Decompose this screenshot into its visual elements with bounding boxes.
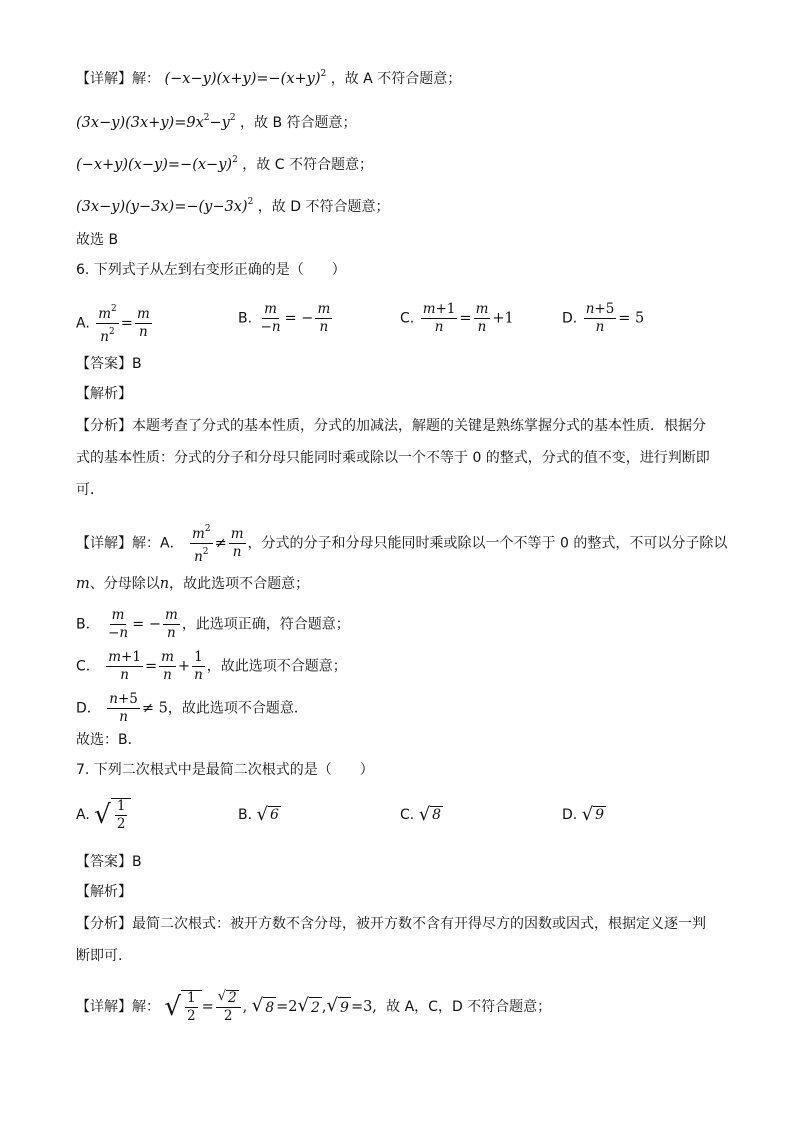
math-expression: $(-x+y)(x-y)=-(x-y)^2$ xyxy=(76,155,238,173)
q7-analysis-line-1: 【分析】最简二次根式：被开方数不含分母，被开方数不含有开得尽方的因数或因式，根据定义逐一判 xyxy=(76,916,706,932)
detail-text: ，故 C 不符合题意； xyxy=(242,157,373,173)
math-expression: $(3x-y)(3x+y)=9x^2-y^2$ xyxy=(76,113,236,131)
q6-analysis-line-3: 可． xyxy=(76,482,104,498)
detail-text: ，故 B 符合题意； xyxy=(240,115,357,131)
square-root: √ 2 xyxy=(297,994,320,1016)
square-root: √ 6 xyxy=(256,804,279,825)
q7-option-b xyxy=(238,806,281,824)
q7-option-a xyxy=(76,798,131,832)
fraction: $\frac{m+1}{n}$ xyxy=(422,301,456,335)
q6-detail-b: B． $\frac{m}{-n}$ = − $\frac{m}{n}$ ，此选项正确，符合题意； xyxy=(76,607,350,641)
fraction: $\frac{m}{n}$ xyxy=(136,306,150,340)
math-expression: $(-x-y)(x+y)=-(x+y)^2$ xyxy=(164,69,327,87)
q7-detail: 【详解】解： √ $\frac{1}{2}$ = √ 2 2 , √ 8 =2 √ 2 , √ 9 =3, 故 A，C，D 不符合题意； xyxy=(76,989,552,1024)
question-7-stem: 7. 下列二次根式中是最简二次根式的是（ ） xyxy=(76,762,374,778)
q6-detail-d: D． $\frac{n+5}{n}$ ≠ 5，故此选项不合题意． xyxy=(76,691,308,725)
radicand: 8 xyxy=(432,807,442,823)
option-letter: C. xyxy=(400,807,415,823)
fraction: $\frac{m}{-n}$ xyxy=(108,607,129,641)
fraction: $\frac{m}{n}$ xyxy=(475,301,489,335)
option-letter: D. xyxy=(562,310,578,327)
detail-text: ，此选项正确，符合题意； xyxy=(181,616,350,633)
math-expression: $(3x-y)(y-3x)=-(y-3x)^2$ xyxy=(76,197,254,215)
option-letter: B. xyxy=(238,310,253,327)
q6-analysis-label: 【解析】 xyxy=(76,386,132,402)
q6-option-d: D. $\frac{n+5}{n}$ = 5 xyxy=(562,301,645,335)
prev-detail-line-b xyxy=(76,108,357,133)
answer-label: 【答案】 xyxy=(76,854,132,870)
option-letter: D． xyxy=(76,700,101,717)
q6-answer xyxy=(76,354,142,374)
fraction: $\frac{m^2}{n^2}$ xyxy=(192,524,211,565)
q7-analysis-label: 【解析】 xyxy=(76,884,132,900)
fraction: $\frac{m}{n}$ xyxy=(230,526,244,560)
q6-detail-a: 【详解】解：A． $\frac{m^2}{n^2}$ ≠ $\frac{m}{n}$ ，分式的分子和分母只能同时乘或除以一个不等于 0 的整式，不可以分子除以 xyxy=(76,524,728,565)
detail-text: 故 A，C，D 不符合题意； xyxy=(386,999,552,1015)
q7-option-d xyxy=(562,806,606,824)
variable-m: m xyxy=(76,576,90,592)
option-letter: C. xyxy=(400,310,415,327)
square-root: √ 8 xyxy=(251,994,275,1016)
q6-detail-c: C． $\frac{m+1}{n}$ = $\frac{m}{n}$ + $\frac{1}{n}$ ，故此选项不合题意； xyxy=(76,649,347,683)
fraction: $\frac{m+1}{n}$ xyxy=(108,649,141,683)
q6-detail-a-line-2 xyxy=(76,574,309,594)
prev-detail-line-d xyxy=(76,192,389,217)
detail-text: ，故此选项不合题意． xyxy=(167,700,308,717)
option-letter: C． xyxy=(76,658,100,675)
fraction: $\frac{m}{n}$ xyxy=(317,301,331,335)
square-root: √ 9 xyxy=(326,994,349,1016)
fraction: $\frac{m}{n}$ xyxy=(161,649,174,683)
answer-label: 【答案】 xyxy=(76,356,132,372)
prev-conclusion: 故选 B xyxy=(76,232,119,248)
option-letter: B． xyxy=(76,616,100,633)
square-root: √ 8 xyxy=(418,804,442,825)
q7-answer xyxy=(76,852,142,872)
fraction: $\frac{m^2}{n^2}$ xyxy=(98,304,117,345)
q7-analysis-line-2: 断即可. xyxy=(76,948,123,964)
option-letter: D. xyxy=(562,807,578,823)
detail-text: ，故此选项不合题意； xyxy=(206,658,347,675)
question-6-stem: 6. 下列式子从左到右变形正确的是（ ） xyxy=(76,262,346,278)
fraction: $\frac{1}{n}$ xyxy=(194,649,203,683)
fraction: $\frac{m}{-n}$ xyxy=(260,301,281,335)
square-root: √ $\frac{1}{2}$ xyxy=(164,990,201,1024)
q6-analysis-line-1: 【分析】本题考查了分式的基本性质，分式的加减法，解题的关键是熟练掌握分式的基本性质．根据分 xyxy=(76,418,706,434)
detail-label: 【详解】解：A． xyxy=(76,535,184,552)
detail-text: ，分式的分子和分母只能同时乘或除以一个不等于 0 的整式，不可以分子除以 xyxy=(247,535,728,552)
radicand: 9 xyxy=(595,807,605,823)
prev-detail-line-a xyxy=(76,64,461,89)
q6-conclusion: 故选：B． xyxy=(76,732,142,748)
answer-value: B xyxy=(132,356,142,372)
radicand: 6 xyxy=(270,807,279,823)
detail-text: ，故 A 不符合题意； xyxy=(330,71,462,87)
variable-n: n xyxy=(159,576,170,592)
square-root: √ $\frac{1}{2}$ xyxy=(94,798,131,832)
answer-value: B xyxy=(132,854,142,870)
option-letter: A. xyxy=(76,315,90,332)
detail-text: 、分母除以 xyxy=(89,576,160,592)
detail-text: ，故此选项不合题意； xyxy=(169,576,310,592)
square-root: √ 9 xyxy=(581,804,605,825)
q6-option-b: B. $\frac{m}{-n}$ = − $\frac{m}{n}$ xyxy=(238,301,331,335)
option-letter: A. xyxy=(76,807,90,823)
fraction: √ 2 2 xyxy=(216,990,241,1024)
q6-option-c: C. $\frac{m+1}{n}$ = $\frac{m}{n}$ +1 xyxy=(400,301,514,335)
fraction: $\frac{n+5}{n}$ xyxy=(585,301,615,335)
detail-text: ，故 D 不符合题意； xyxy=(257,199,390,215)
detail-label: 【详解】解： xyxy=(76,71,160,87)
q6-analysis-line-2: 式的基本性质：分式的分子和分母只能同时乘或除以一个不等于 0 的整式，分式的值不变，进行判断即 xyxy=(76,450,710,466)
fraction: $\frac{m}{n}$ xyxy=(165,607,178,641)
prev-detail-line-c xyxy=(76,150,373,175)
option-letter: B. xyxy=(238,807,253,823)
q7-option-c xyxy=(400,806,443,824)
detail-label: 【详解】解： xyxy=(76,999,160,1015)
q6-option-a: A. $\frac{m^2}{n^2}$ = $\frac{m}{n}$ xyxy=(76,304,150,345)
fraction: $\frac{n+5}{n}$ xyxy=(109,691,138,725)
